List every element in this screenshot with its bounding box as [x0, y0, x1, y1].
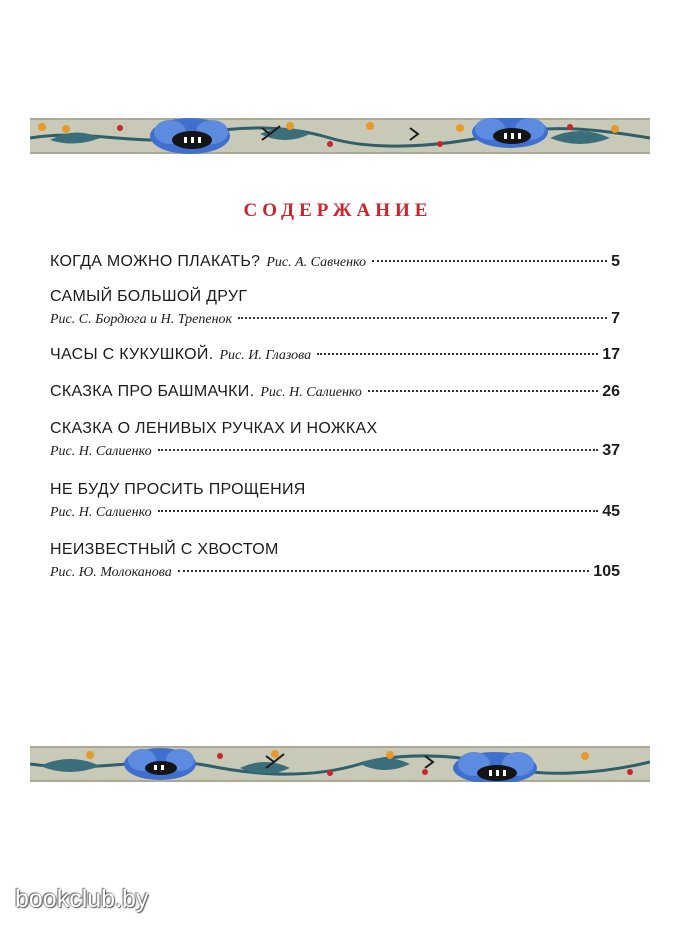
page-number: 26	[602, 383, 620, 400]
page-number: 37	[602, 442, 620, 459]
toc-entry[interactable]	[50, 481, 620, 525]
story-title: КОГДА МОЖНО ПЛАКАТЬ?	[50, 253, 261, 270]
illustrator-credit: Рис. Н. Салиенко	[50, 444, 152, 459]
page-number: 105	[593, 563, 620, 580]
illustrator-credit: Рис. Ю. Молоканова	[50, 565, 172, 580]
bottom-ornamental-border	[30, 746, 650, 782]
toc-entry[interactable]	[50, 383, 620, 405]
illustrator-credit: Рис. А. Савченко	[266, 255, 367, 270]
story-title: САМЫЙ БОЛЬШОЙ ДРУГ	[50, 288, 248, 305]
dot-leader	[368, 390, 598, 392]
page-number: 17	[602, 346, 620, 363]
story-title: СКАЗКА ПРО БАШМАЧКИ.	[50, 383, 255, 400]
toc-entry[interactable]	[50, 346, 620, 368]
illustrator-credit: Рис. С. Бордюга и Н. Трепенок	[50, 312, 233, 327]
toc-entry[interactable]	[50, 288, 620, 332]
dot-leader	[238, 317, 607, 319]
story-title: ЧАСЫ С КУКУШКОЙ.	[50, 346, 214, 363]
toc-entry[interactable]	[50, 420, 620, 464]
page-number: 7	[611, 310, 620, 327]
toc-heading: СОДЕРЖАНИЕ	[243, 200, 433, 221]
page-number: 5	[611, 253, 620, 270]
page-number: 45	[602, 503, 620, 520]
toc-entry[interactable]	[50, 253, 620, 275]
watermark: bookclub.by	[15, 885, 149, 913]
dot-leader	[317, 353, 598, 355]
toc-entry[interactable]	[50, 541, 620, 585]
dot-leader	[372, 260, 607, 262]
illustrator-credit: Рис. Н. Салиенко	[260, 385, 362, 400]
story-title: НЕИЗВЕСТНЫЙ С ХВОСТОМ	[50, 541, 279, 558]
illustrator-credit: Рис. И. Глазова	[219, 348, 312, 363]
illustrator-credit: Рис. Н. Салиенко	[50, 505, 152, 520]
dot-leader	[178, 570, 590, 572]
story-title: НЕ БУДУ ПРОСИТЬ ПРОЩЕНИЯ	[50, 481, 306, 498]
dot-leader	[158, 449, 599, 451]
story-title: СКАЗКА О ЛЕНИВЫХ РУЧКАХ И НОЖКАХ	[50, 420, 378, 437]
top-ornamental-border	[30, 118, 650, 154]
dot-leader	[158, 510, 599, 512]
